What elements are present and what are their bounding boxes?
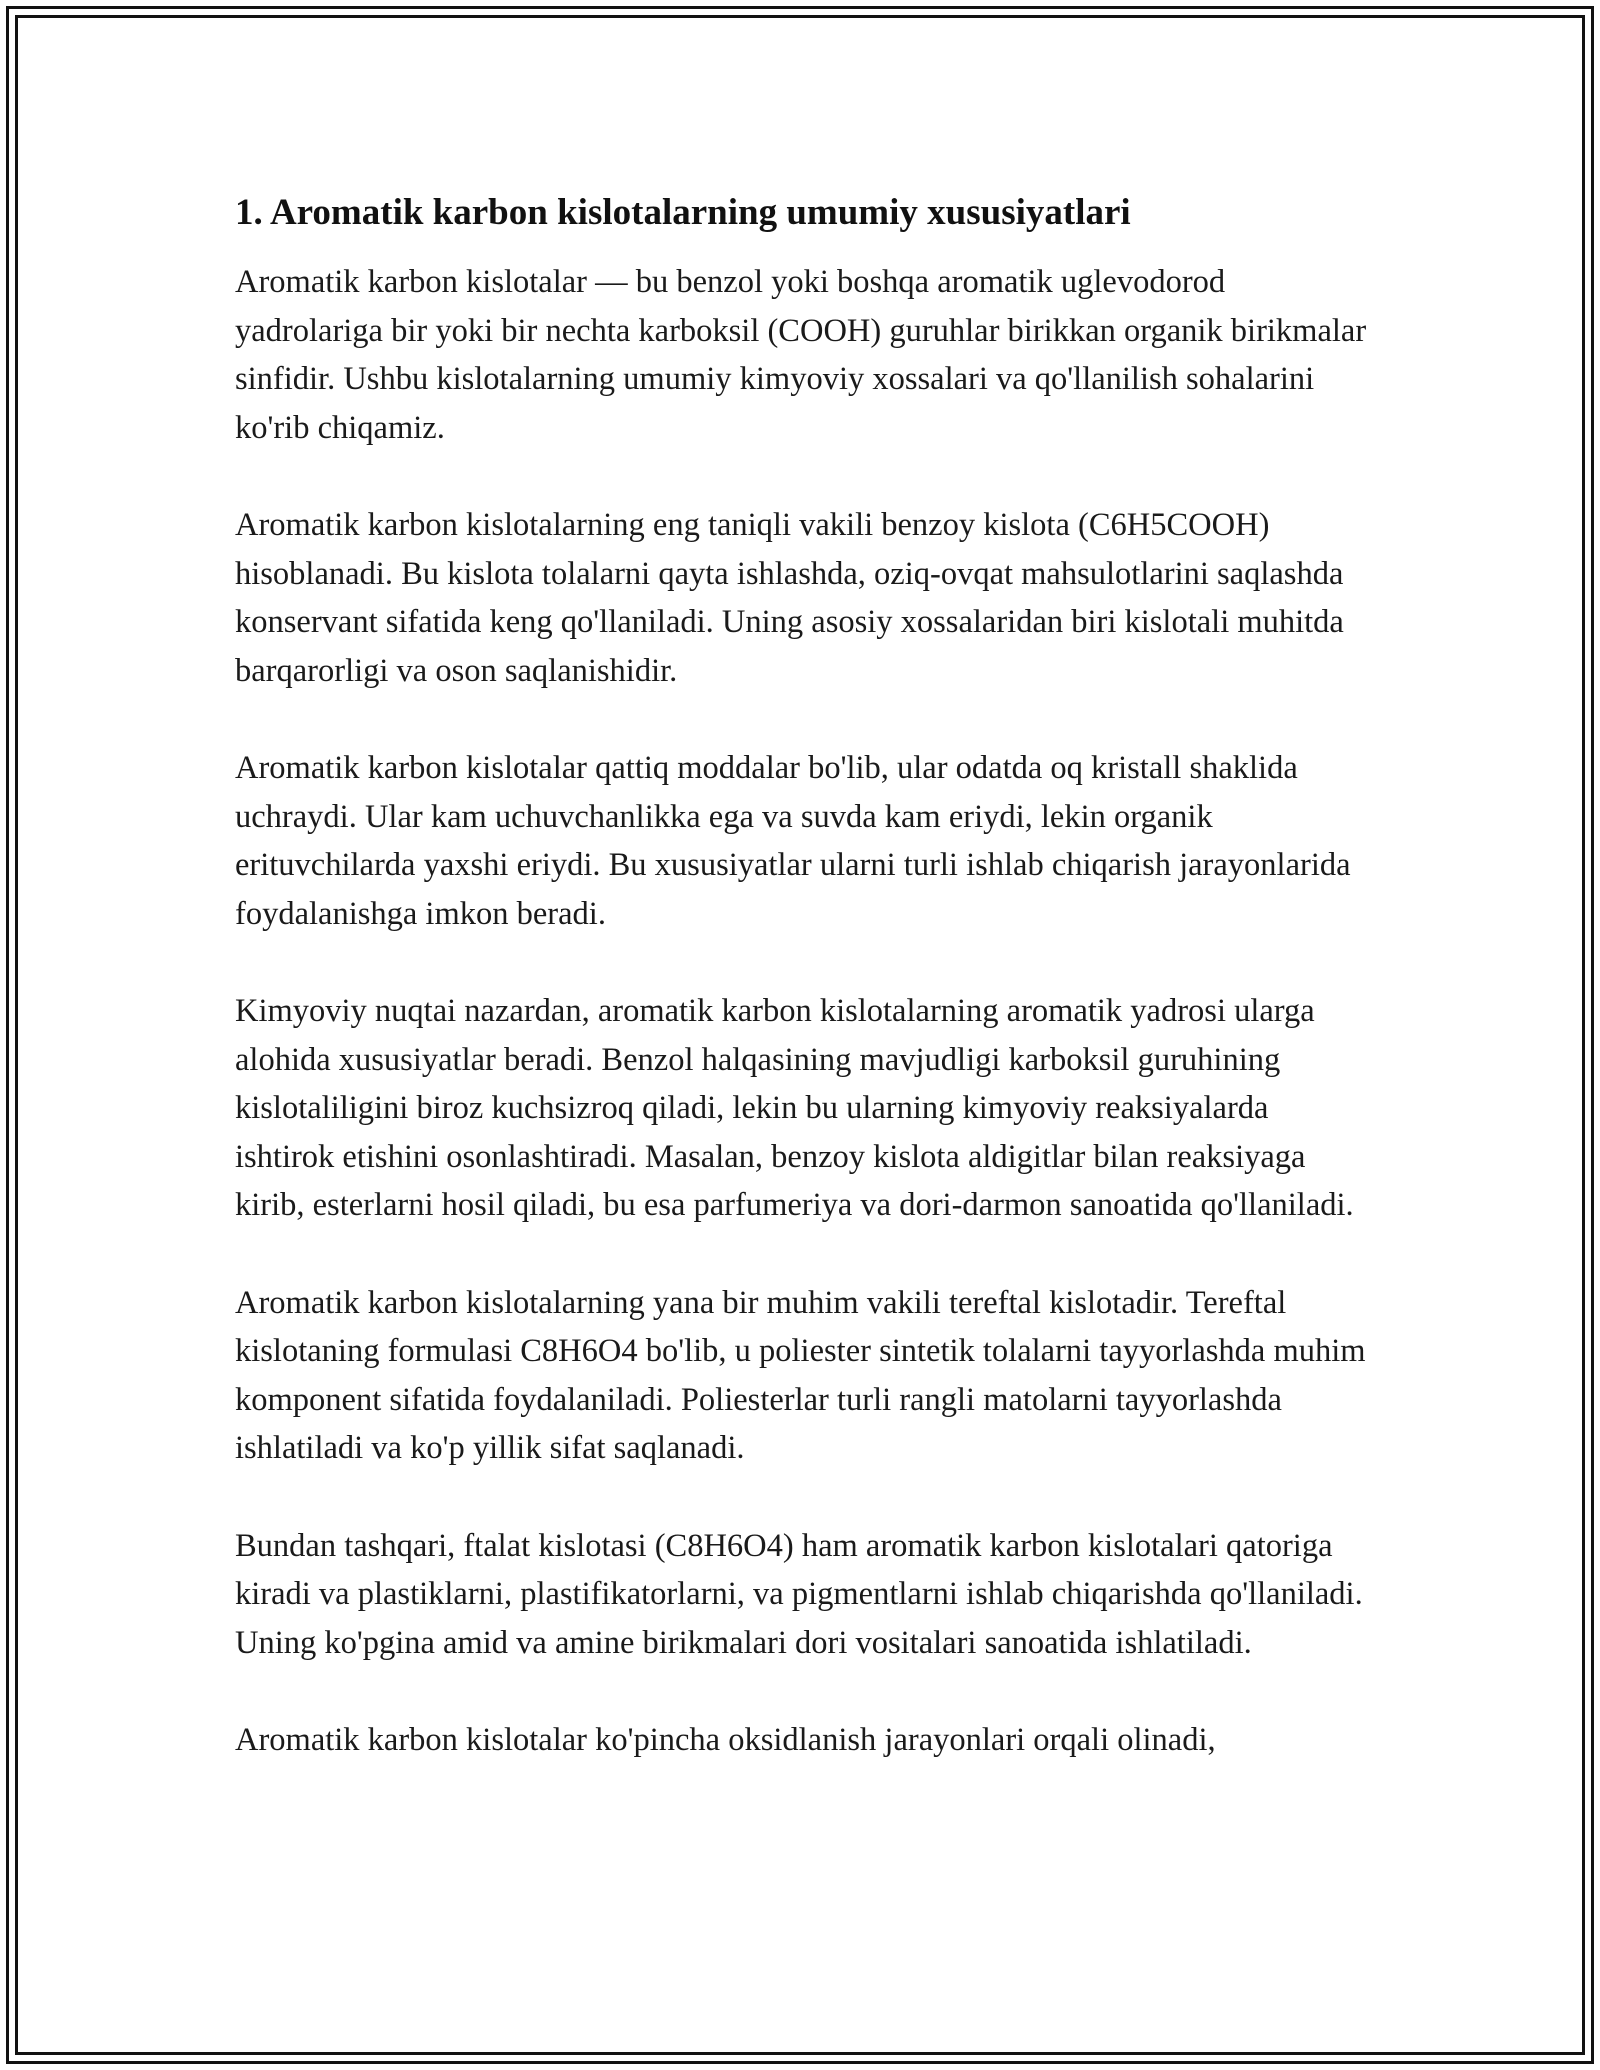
- paragraph-intro: Aromatik karbon kislotalar — bu benzol yoki boshqa aromatik uglevodorod yadrolariga bir yoki bir nechta karboksil (COOH) guruhlar birikkan organik birikmalar sinfidir. Ushbu kislotalarning umumiy kimyoviy xossalari va qo'llanilish sohalarini ko'rib chiqamiz.: [235, 264, 1367, 446]
- document-body: [235, 188, 1375, 1765]
- section-heading: 1. Aromatik karbon kislotalarning umumiy xususiyatlari: [235, 192, 1131, 233]
- paragraph-terephthalic-acid: Aromatik karbon kislotalarning yana bir muhim vakili tereftal kislotadir. Tereftal kislotaning formulasi C8H6O4 bo'lib, u poliester sintetik tolalarni tayyorlashda muhim komponent sifatida foydalaniladi. Poliesterlar turli rangli matolarni tayyorlashda ishlatiladi va ko'p yillik sifat saqlanadi.: [235, 1284, 1366, 1466]
- paragraph-benzoic-acid: Aromatik karbon kislotalarning eng taniqli vakili benzoy kislota (C6H5COOH) hisoblanadi. Bu kislota tolalarni qayta ishlashda, oziq-ovqat mahsulotlarini saqlashda konservant sifatida keng qo'llaniladi. Uning asosiy xossalaridan biri kislotali muhitda barqarorligi va oson saqlanishidir.: [235, 507, 1344, 689]
- paragraph-chemical-properties: Kimyoviy nuqtai nazardan, aromatik karbon kislotalarning aromatik yadrosi ularga alohida xususiyatlar beradi. Benzol halqasining mavjudligi karboksil guruhining kislotaliligini biroz kuchsizroq qiladi, lekin bu ularning kimyoviy reaksiyalarda ishtirok etishini osonlashtiradi. Masalan, benzoy kislota aldigitlar bilan reaksiyaga kirib, esterlarni hosil qiladi, bu esa parfumeriya va dori-darmon sanoatida qo'llaniladi.: [235, 993, 1354, 1223]
- paragraph-production: Aromatik karbon kislotalar ko'pincha oksidlanish jarayonlari orqali olinadi,: [235, 1722, 1216, 1758]
- paragraph-phthalic-acid: Bundan tashqari, ftalat kislotasi (C8H6O4) ham aromatik karbon kislotalari qatoriga kiradi va plastiklarni, plastifikatorlarni, va pigmentlarni ishlab chiqarishda qo'llaniladi. Uning ko'pgina amid va amine birikmalari dori vositalari sanoatida ishlatiladi.: [235, 1527, 1363, 1661]
- paragraph-physical-properties: Aromatik karbon kislotalar qattiq moddalar bo'lib, ular odatda oq kristall shaklida uchraydi. Ular kam uchuvchanlikka ega va suvda kam eriydi, lekin organik erituvchilarda yaxshi eriydi. Bu xususiyatlar ularni turli ishlab chiqarish jarayonlarida foydalanishga imkon beradi.: [235, 750, 1351, 932]
